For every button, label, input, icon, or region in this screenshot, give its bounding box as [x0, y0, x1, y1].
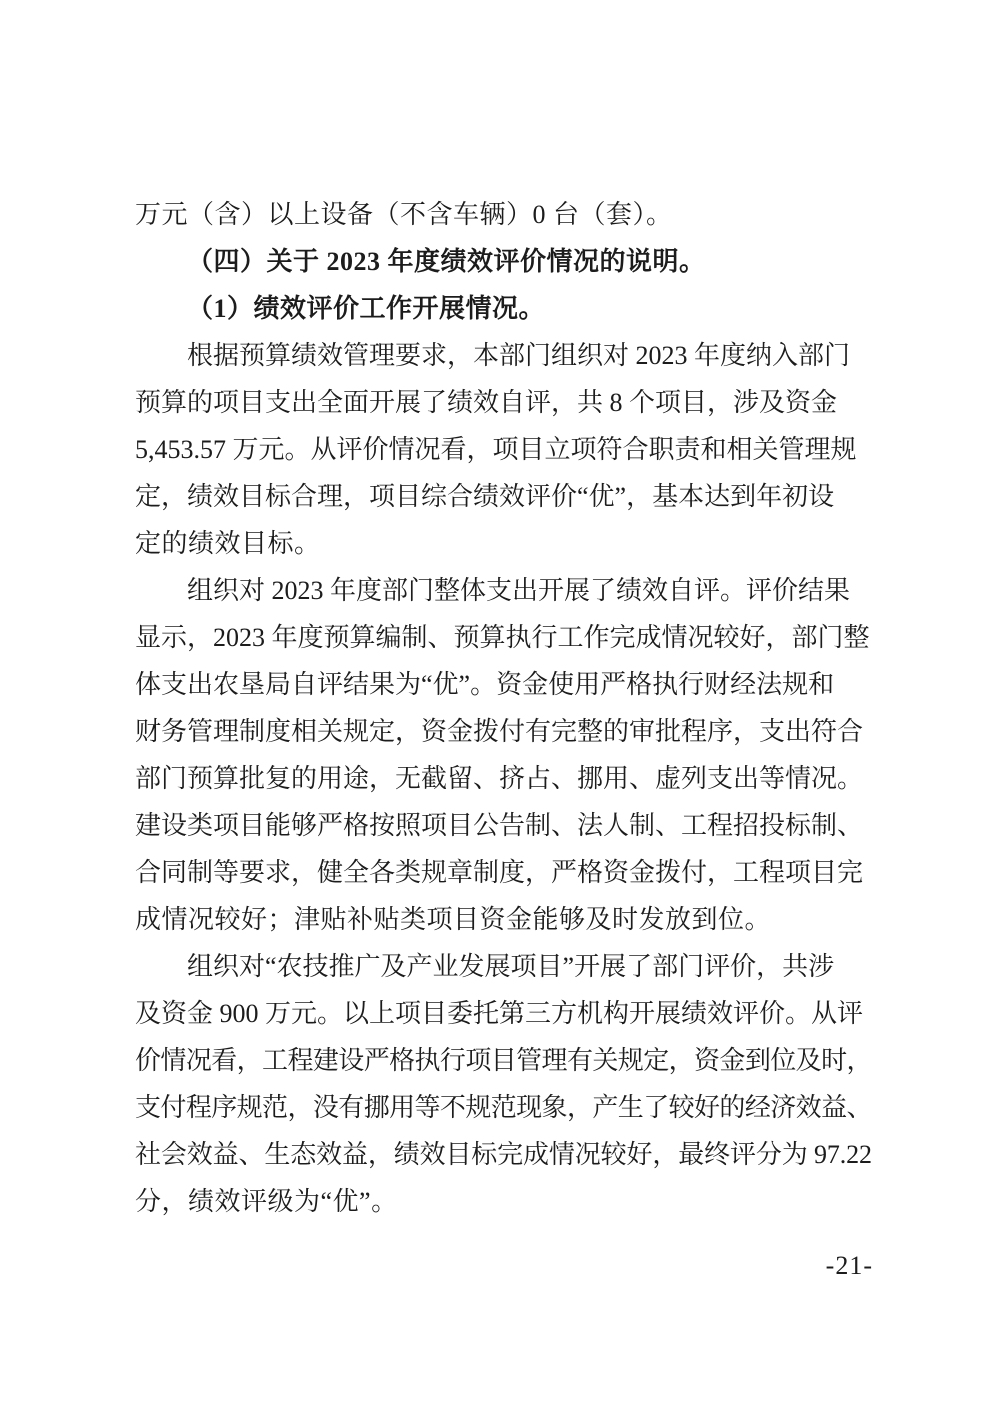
- text-line: 定，绩效目标合理，项目综合绩效评价“优”，基本达到年初设: [135, 482, 835, 511]
- text-line: 财务管理制度相关规定，资金拨付有完整的审批程序，支出符合: [135, 717, 864, 746]
- text-line: 组织对 2023 年度部门整体支出开展了绩效自评。评价结果: [187, 576, 851, 605]
- text-line: 组织对“农技推广及产业发展项目”开展了部门评价，共涉: [187, 952, 835, 981]
- text-line: 根据预算绩效管理要求，本部门组织对 2023 年度纳入部门: [187, 341, 851, 370]
- text-line: 部门预算批复的用途，无截留、挤占、挪用、虚列支出等情况。: [135, 764, 864, 793]
- text-line: 建设类项目能够严格按照项目公告制、法人制、工程招投标制、: [135, 811, 864, 840]
- text-line: 体支出农垦局自评结果为“优”。资金使用严格执行财经法规和: [135, 670, 835, 699]
- page-number: -21-: [825, 1251, 873, 1280]
- paragraph-continuation-line: 万元（含）以上设备（不含车辆）0 台（套）。: [135, 200, 673, 229]
- text-line: 价情况看，工程建设严格执行项目管理有关规定，资金到位及时，: [135, 1046, 872, 1075]
- subsection-heading: （1）绩效评价工作开展情况。: [187, 294, 546, 323]
- text-line: 成情况较好；津贴补贴类项目资金能够及时发放到位。: [135, 905, 772, 934]
- text-line: 及资金 900 万元。以上项目委托第三方机构开展绩效评价。从评: [135, 999, 864, 1028]
- text-line: 5,453.57 万元。从评价情况看，项目立项符合职责和相关管理规: [135, 435, 857, 464]
- text-line: 合同制等要求，健全各类规章制度，严格资金拨付，工程项目完: [135, 858, 864, 887]
- section-heading: （四）关于 2023 年度绩效评价情况的说明。: [187, 247, 706, 276]
- text-line: 定的绩效目标。: [135, 529, 321, 558]
- text-line: 支付程序规范，没有挪用等不规范现象，产生了较好的经济效益、: [135, 1093, 872, 1122]
- text-line: 社会效益、生态效益，绩效目标完成情况较好，最终评分为 97.22: [135, 1140, 872, 1169]
- text-line: 分，绩效评级为“优”。: [135, 1187, 398, 1216]
- document-body: [135, 191, 872, 1225]
- text-line: 显示，2023 年度预算编制、预算执行工作完成情况较好，部门整: [135, 623, 870, 652]
- text-line: 预算的项目支出全面开展了绩效自评，共 8 个项目，涉及资金: [135, 388, 838, 417]
